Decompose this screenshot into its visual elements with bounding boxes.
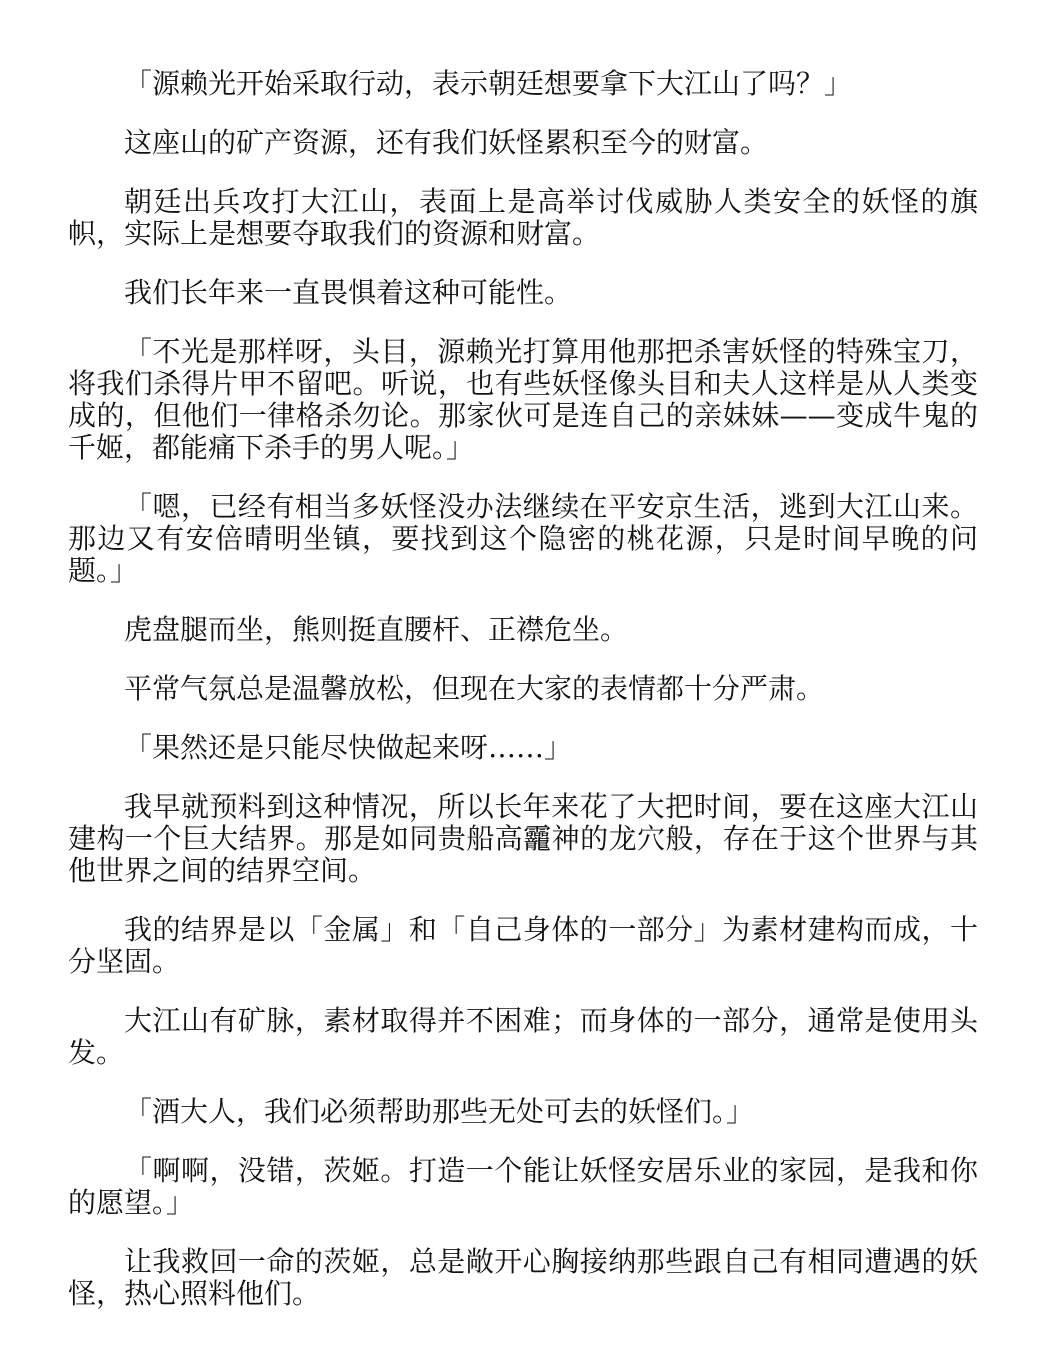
paragraph-15: 让我救回一命的茨姬，总是敞开心胸接纳那些跟自己有相同遭遇的妖怪，热心照料他们。 (68, 1245, 978, 1310)
paragraph-5: 「不光是那样呀，头目，源赖光打算用他那把杀害妖怪的特殊宝刀，将我们杀得片甲不留吧。听说，也有些妖怪像头目和夫人这样是从人类变成的，但他们一律格杀勿论。那家伙可是连自己的亲妹妹——变成牛鬼的千姬，都能痛下杀手的男人呢。」 (68, 335, 978, 464)
paragraph-10: 我早就预料到这种情况，所以长年来花了大把时间，要在这座大江山建构一个巨大结界。那是如同贵船高龗神的龙穴般，存在于这个世界与其他世界之间的结界空间。 (68, 790, 978, 887)
paragraph-12: 大江山有矿脉，素材取得并不困难；而身体的一部分，通常是使用头发。 (68, 1004, 978, 1069)
paragraph-9: 「果然还是只能尽快做起来呀……」 (124, 731, 573, 764)
paragraph-2: 这座山的矿产资源，还有我们妖怪累积至今的财富。 (124, 126, 769, 159)
paragraph-6: 「嗯，已经有相当多妖怪没办法继续在平安京生活，逃到大江山来。那边又有安倍晴明坐镇，要找到这个隐密的桃花源，只是时间早晚的问题。」 (68, 490, 978, 587)
paragraph-11: 我的结界是以「金属」和「自己身体的一部分」为素材建构而成，十分坚固。 (68, 913, 978, 978)
document-page (68, 68, 978, 1318)
paragraph-8: 平常气氛总是温馨放松，但现在大家的表情都十分严肃。 (124, 672, 825, 705)
paragraph-4: 我们长年来一直畏惧着这种可能性。 (124, 276, 573, 309)
paragraph-3: 朝廷出兵攻打大江山，表面上是高举讨伐威胁人类安全的妖怪的旗帜，实际上是想要夺取我们的资源和财富。 (68, 185, 978, 250)
paragraph-7: 虎盘腿而坐，熊则挺直腰杆、正襟危坐。 (124, 613, 629, 646)
paragraph-14: 「啊啊，没错，茨姬。打造一个能让妖怪安居乐业的家园，是我和你的愿望。」 (68, 1154, 978, 1219)
paragraph-1: 「源赖光开始采取行动，表示朝廷想要拿下大江山了吗？」 (124, 68, 853, 100)
paragraph-13: 「酒大人，我们必须帮助那些无处可去的妖怪们。」 (124, 1095, 755, 1128)
